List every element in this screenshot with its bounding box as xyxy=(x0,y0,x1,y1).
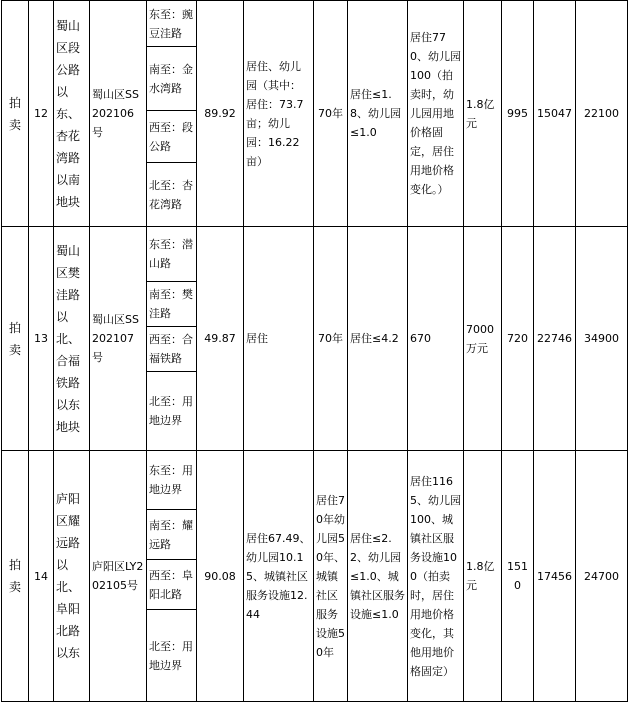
cell-bound-north: 北至：用地边界 xyxy=(147,372,197,451)
cell-use: 居住 xyxy=(244,227,314,451)
cell-area: 49.87 xyxy=(197,227,244,451)
cell-bound-east: 东至：潜山路 xyxy=(147,227,197,282)
cell-no: 13 xyxy=(29,227,54,451)
cell-price: 居住1165、幼儿园100、城镇社区服务设施100（拍卖时，居住用地价格变化，其他用地价格固定） xyxy=(408,451,464,702)
cell-use: 居住67.49、幼儿园10.15、城镇社区服务设施12.44 xyxy=(244,451,314,702)
cell-far: 居住≤4.2 xyxy=(348,227,408,451)
cell-bound-east: 东至：用地边界 xyxy=(147,451,197,510)
cell-no: 12 xyxy=(29,1,54,227)
cell-col12: 24700 xyxy=(576,451,628,702)
cell-col12: 22100 xyxy=(576,1,628,227)
cell-col10: 1510 xyxy=(502,451,534,702)
cell-parcel: 蜀山区樊洼路以北、合福铁路以东地块 xyxy=(54,227,90,451)
cell-method: 拍卖 xyxy=(2,1,29,227)
cell-price: 居住770、幼儿园100（拍卖时，幼儿园用地价格固定，居住用地价格变化。） xyxy=(408,1,464,227)
cell-col11: 17456 xyxy=(534,451,576,702)
cell-method: 拍卖 xyxy=(2,451,29,702)
cell-bound-west: 西至：阜阳北路 xyxy=(147,560,197,610)
cell-no: 14 xyxy=(29,451,54,702)
cell-code: 庐阳区LY202105号 xyxy=(90,451,147,702)
cell-deposit: 7000万元 xyxy=(464,227,502,451)
cell-deposit: 1.8亿元 xyxy=(464,1,502,227)
cell-bound-south: 南至：耀远路 xyxy=(147,510,197,560)
cell-years: 70年 xyxy=(314,1,348,227)
cell-bound-north: 北至：用地边界 xyxy=(147,610,197,702)
cell-bound-south: 南至：樊洼路 xyxy=(147,282,197,327)
cell-far: 居住≤2.2、幼儿园≤1.0、城镇社区服务设施≤1.0 xyxy=(348,451,408,702)
cell-deposit: 1.8亿元 xyxy=(464,451,502,702)
cell-col10: 720 xyxy=(502,227,534,451)
cell-method: 拍卖 xyxy=(2,227,29,451)
cell-years: 居住70年幼儿园50年、城镇社区服务设施50年 xyxy=(314,451,348,702)
cell-area: 89.92 xyxy=(197,1,244,227)
cell-bound-west: 西至：段公路 xyxy=(147,111,197,163)
cell-code: 蜀山区SS202107号 xyxy=(90,227,147,451)
cell-code: 蜀山区SS202106号 xyxy=(90,1,147,227)
cell-years: 70年 xyxy=(314,227,348,451)
cell-col11: 15047 xyxy=(534,1,576,227)
cell-col10: 995 xyxy=(502,1,534,227)
cell-use: 居住、幼儿园（其中：居住：73.7亩；幼儿园：16.22亩） xyxy=(244,1,314,227)
cell-col11: 22746 xyxy=(534,227,576,451)
cell-price: 670 xyxy=(408,227,464,451)
cell-bound-north: 北至：杏花湾路 xyxy=(147,163,197,227)
cell-parcel: 蜀山区段公路以东、杏花湾路以南地块 xyxy=(54,1,90,227)
cell-bound-east: 东至：豌豆洼路 xyxy=(147,1,197,47)
land-auction-table xyxy=(1,0,628,702)
cell-bound-south: 南至：金水湾路 xyxy=(147,47,197,111)
cell-bound-west: 西至：合福铁路 xyxy=(147,327,197,372)
cell-area: 90.08 xyxy=(197,451,244,702)
cell-parcel: 庐阳区耀远路以北、阜阳北路以东 xyxy=(54,451,90,702)
cell-far: 居住≤1.8、幼儿园≤1.0 xyxy=(348,1,408,227)
cell-col12: 34900 xyxy=(576,227,628,451)
